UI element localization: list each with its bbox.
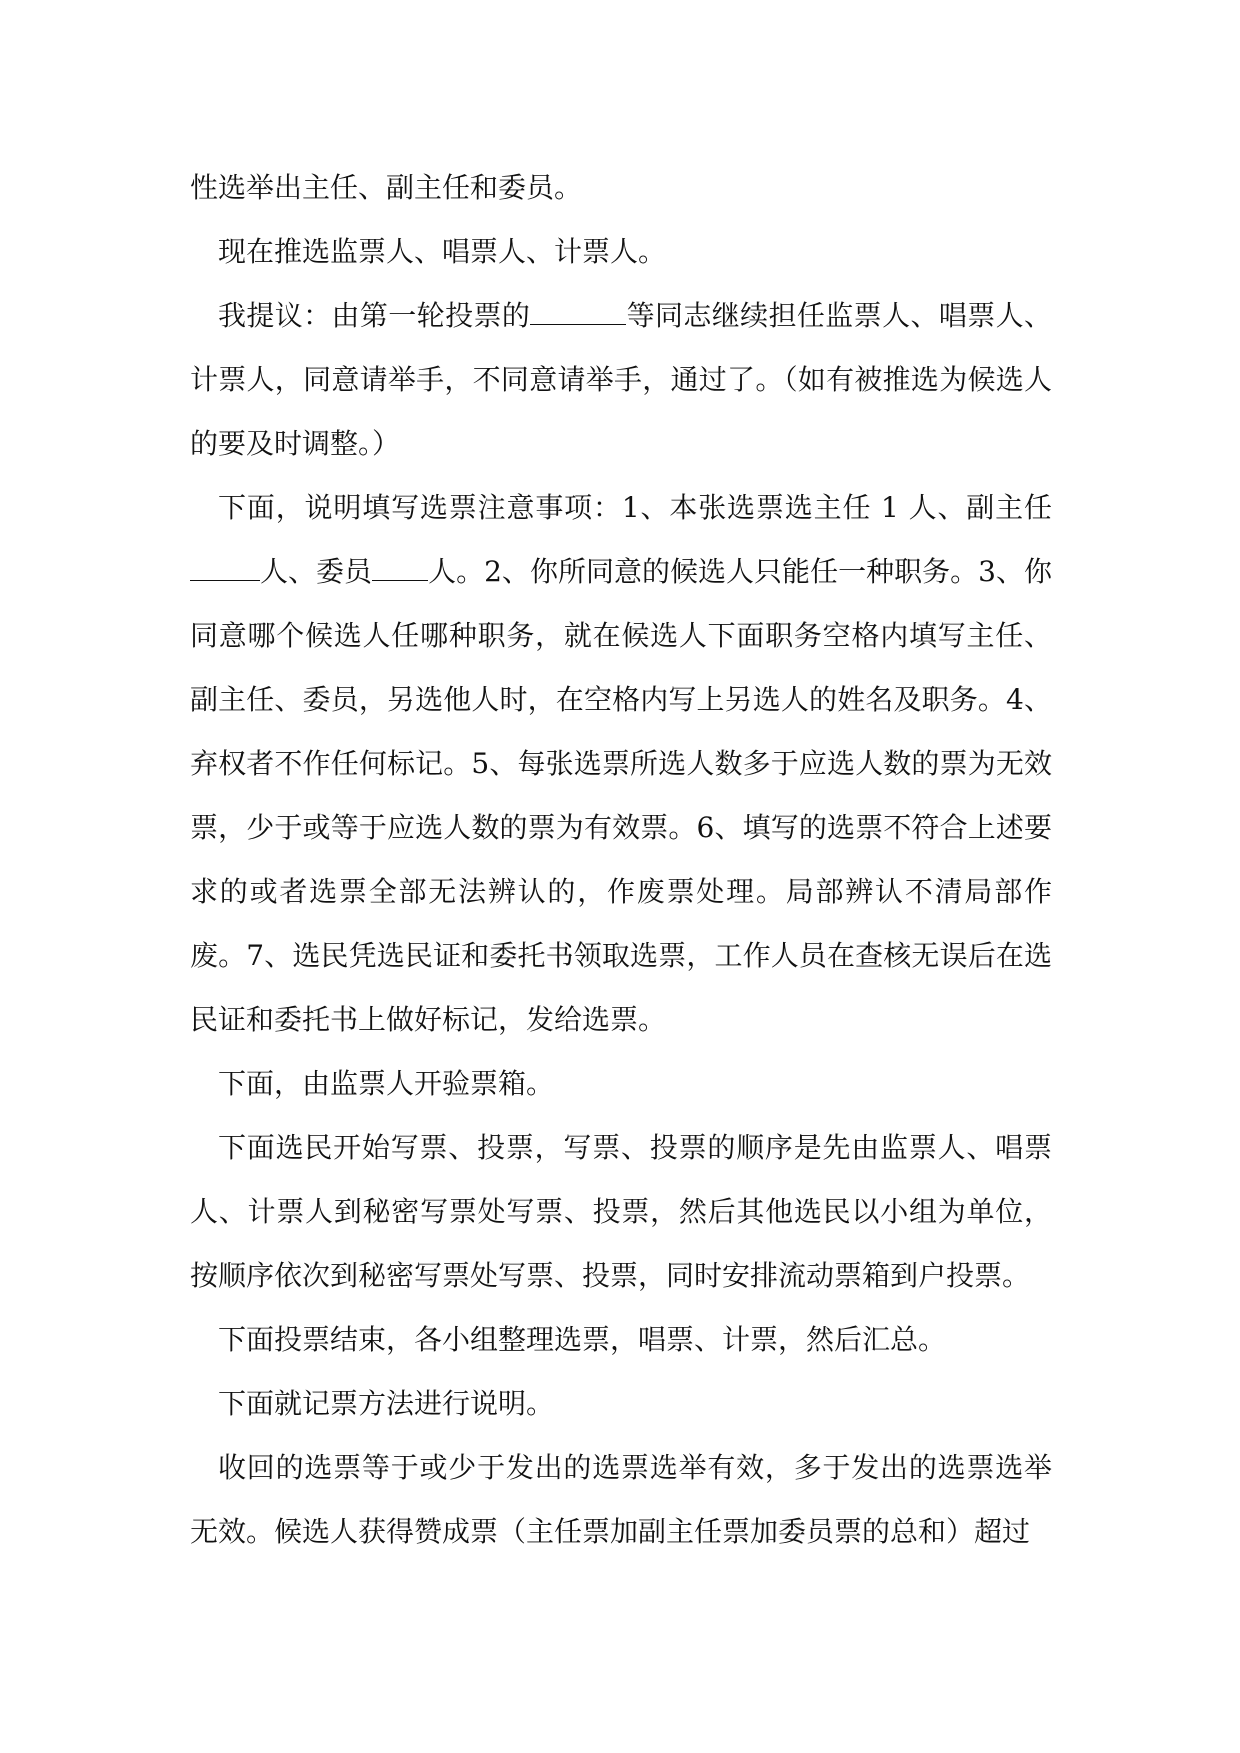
- paragraph-3-text-b: 等同志继续担任监票人、唱票人、计票人，同意请举手，不同意请举手，通过了。（如有被推选为候选人的要及时调整。）: [190, 299, 1052, 460]
- paragraph-3-text-a: 我提议：由第一轮投票的: [218, 299, 531, 332]
- paragraph-4-text-c: 人。2、你所同意的候选人只能任一种职务。3、你同意哪个候选人任哪种职务，就在候选人下面职务空格内填写主任、副主任、委员，另选他人时，在空格内写上另选人的姓名及职务。4、弃权者不作任何标记。5、每张选票所选人数多于应选人数的票为无效票，少于或等于应选人数的票为有效票。6、填写的选票不符合上述要求的或者选票全部无法辨认的，作废票处理。局部辨认不清局部作废。7、选民凭选民证和委托书领取选票，工作人员在查核无误后在选民证和委托书上做好标记，发给选票。: [190, 555, 1052, 1036]
- paragraph-4: [190, 476, 1052, 1052]
- document-body: [190, 156, 1052, 1564]
- fill-in-blank: [372, 558, 428, 581]
- fill-in-blank: [530, 302, 626, 325]
- fill-in-blank: [190, 558, 260, 581]
- paragraph-5: 下面，由监票人开验票箱。: [218, 1067, 555, 1100]
- paragraph-4-text-b: 人、委员: [260, 555, 373, 588]
- paragraph-3: [190, 284, 1052, 476]
- paragraph-4-text-a: 下面，说明填写选票注意事项：1、本张选票选主任 1 人、副主任: [218, 491, 1052, 524]
- paragraph-8: 下面就记票方法进行说明。: [218, 1387, 555, 1420]
- paragraph-6: 下面选民开始写票、投票，写票、投票的顺序是先由监票人、唱票人、计票人到秘密写票处写票、投票，然后其他选民以小组为单位，按顺序依次到秘密写票处写票、投票，同时安排流动票箱到户投票。: [190, 1131, 1052, 1292]
- paragraph-7: 下面投票结束，各小组整理选票，唱票、计票，然后汇总。: [218, 1323, 947, 1356]
- paragraph-1: 性选举出主任、副主任和委员。: [190, 171, 583, 204]
- paragraph-9: 收回的选票等于或少于发出的选票选举有效，多于发出的选票选举无效。候选人获得赞成票（主任票加副主任票加委员票的总和）超过: [190, 1451, 1052, 1548]
- paragraph-2: 现在推选监票人、唱票人、计票人。: [218, 235, 667, 268]
